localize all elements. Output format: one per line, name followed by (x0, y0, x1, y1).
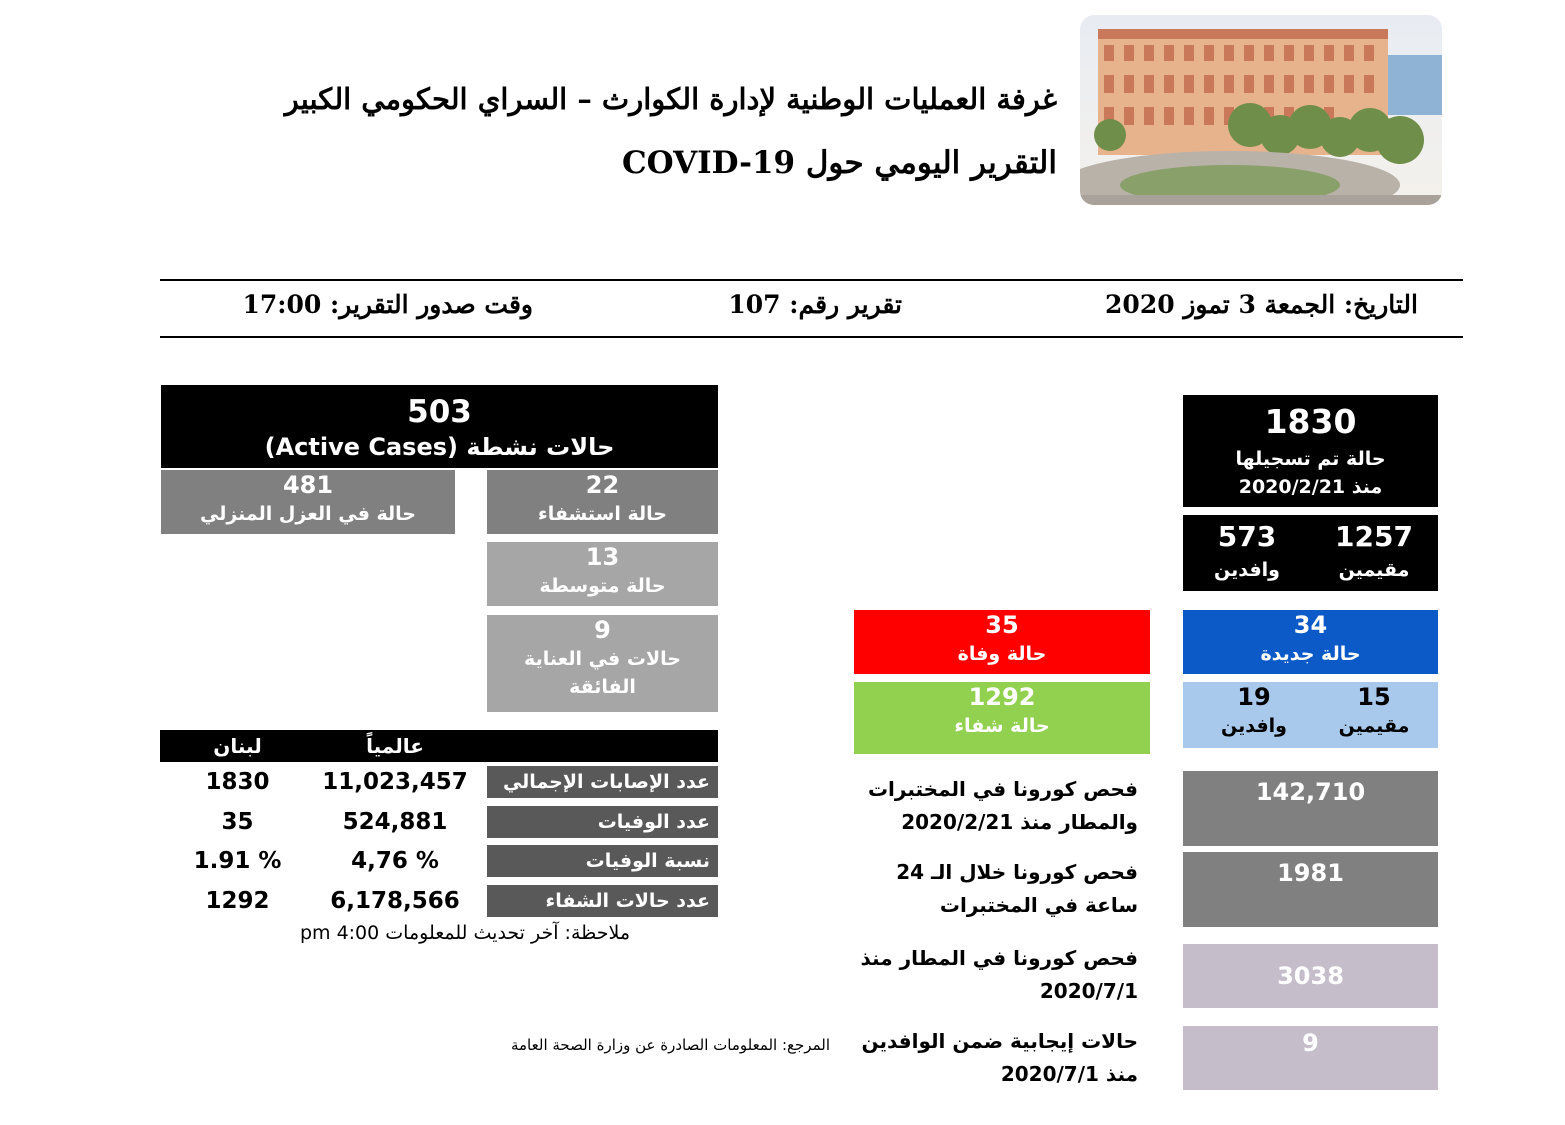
tests-airport-box (1183, 944, 1438, 1008)
total-residents-value: 1257 (1335, 520, 1413, 553)
table-row (160, 766, 718, 798)
moderate-value: 13 (585, 543, 620, 571)
column-lebanon: لبنان (213, 734, 262, 758)
table-cell-world: 6,178,566 (330, 888, 460, 914)
tests-total-box (1183, 771, 1438, 846)
table-cell-world: 11,023,457 (322, 769, 468, 795)
table-row-label: عدد الإصابات الإجمالي (487, 766, 718, 798)
table-row-label: عدد الوفيات (487, 806, 718, 838)
column-world: عالمياً (366, 734, 424, 758)
header-subtitle: التقرير اليومي حول COVID-19 (621, 145, 1057, 181)
report-issue-time: وقت صدور التقرير: 17:00 (242, 290, 533, 319)
moderate-label: حالة متوسطة (539, 575, 666, 597)
total-cases-since: منذ 2020/2/21 (1238, 476, 1383, 498)
hospitalized-value: 22 (585, 471, 620, 499)
new-cases-box (1183, 610, 1438, 674)
tests-airport-label-line1: فحص كورونا في المطار منذ (860, 946, 1138, 970)
report-date: التاريخ: الجمعة 3 تموز 2020 (1105, 290, 1418, 319)
recovered-label: حالة شفاء (954, 715, 1050, 737)
table-cell-lebanon: 1.91 % (193, 848, 282, 874)
tests-24h-box (1183, 852, 1438, 927)
positive-arrivals-box (1183, 1026, 1438, 1090)
active-cases-value: 503 (407, 394, 472, 430)
tests-airport-label (848, 942, 1138, 1008)
report-number: تقرير رقم: 107 (728, 290, 902, 319)
positive-arrivals-label-line2: منذ 2020/7/1 (1000, 1062, 1138, 1086)
table-row-label: نسبة الوفيات (487, 845, 718, 877)
tests-24h-label (848, 856, 1138, 922)
deaths-box (854, 610, 1150, 674)
hospitalized-box (487, 470, 718, 534)
government-palace-photo (1080, 15, 1442, 205)
new-arrivals-value: 19 (1237, 683, 1271, 711)
active-cases-box (161, 385, 718, 468)
table-cell-lebanon: 1830 (205, 769, 270, 795)
table-row-label: عدد حالات الشفاء (487, 885, 718, 917)
table-row (160, 806, 718, 838)
total-residents (1310, 518, 1438, 588)
home-isolation-label: حالة في العزل المنزلي (200, 503, 416, 525)
active-cases-label: حالات نشطة (Active Cases) (264, 433, 615, 461)
icu-label-line2: الفائقة (569, 676, 636, 698)
tests-total-label-line1: فحص كورونا في المختبرات (867, 777, 1138, 801)
total-arrivals-label: وافدين (1214, 559, 1280, 581)
table-cell-lebanon: 35 (221, 809, 254, 835)
home-isolation-value: 481 (282, 471, 334, 499)
table-row (160, 845, 718, 877)
new-residents-value: 15 (1357, 683, 1391, 711)
comparison-header (160, 730, 718, 762)
tests-24h-value: 1981 (1277, 859, 1344, 887)
total-residents-label: مقيمين (1338, 559, 1410, 581)
bottom-rule (160, 336, 1463, 338)
total-cases-value: 1830 (1264, 402, 1357, 441)
tests-total-label-line2: والمطار منذ 2020/2/21 (901, 810, 1138, 834)
total-arrivals (1183, 518, 1311, 588)
positive-arrivals-label (848, 1025, 1138, 1091)
top-rule (160, 279, 1463, 281)
home-isolation-box (161, 470, 455, 534)
tests-total-label (848, 773, 1138, 839)
table-cell-world: 4,76 % (351, 848, 439, 874)
icu-value: 9 (594, 616, 611, 644)
tests-total-value: 142,710 (1255, 778, 1366, 806)
total-cases-label: حالة تم تسجيلها (1235, 448, 1386, 470)
new-cases-label: حالة جديدة (1260, 643, 1361, 665)
table-row (160, 885, 718, 917)
moderate-box (487, 542, 718, 606)
update-note: ملاحظة: آخر تحديث للمعلومات 4:00 pm (299, 922, 630, 944)
tests-24h-label-line1: فحص كورونا خلال الـ 24 (896, 860, 1138, 884)
header-title: غرفة العمليات الوطنية لإدارة الكوارث – السراي الحكومي الكبير (284, 82, 1057, 116)
icu-label-line1: حالات في العناية (524, 648, 681, 670)
tests-airport-value: 3038 (1277, 962, 1344, 990)
tests-24h-label-line2: ساعة في المختبرات (939, 893, 1138, 917)
new-arrivals (1190, 682, 1318, 748)
source-note: المرجع: المعلومات الصادرة عن وزارة الصحة العامة (510, 1036, 830, 1054)
icu-box (487, 615, 718, 712)
recovered-value: 1292 (968, 683, 1036, 711)
new-cases-value: 34 (1293, 611, 1328, 639)
hospitalized-label: حالة استشفاء (538, 503, 667, 525)
tests-airport-label-line2: 2020/7/1 (1039, 979, 1138, 1003)
table-cell-lebanon: 1292 (205, 888, 270, 914)
deaths-label: حالة وفاة (957, 643, 1047, 665)
new-residents-label: مقيمين (1338, 715, 1410, 737)
deaths-value: 35 (985, 611, 1019, 639)
positive-arrivals-value: 9 (1302, 1029, 1319, 1057)
new-residents (1310, 682, 1438, 748)
new-arrivals-label: وافدين (1221, 715, 1287, 737)
positive-arrivals-label-line1: حالات إيجابية ضمن الوافدين (861, 1029, 1138, 1053)
recovered-box (854, 682, 1150, 754)
table-cell-world: 524,881 (342, 809, 448, 835)
total-cases-box (1183, 395, 1438, 507)
total-arrivals-value: 573 (1217, 520, 1277, 553)
